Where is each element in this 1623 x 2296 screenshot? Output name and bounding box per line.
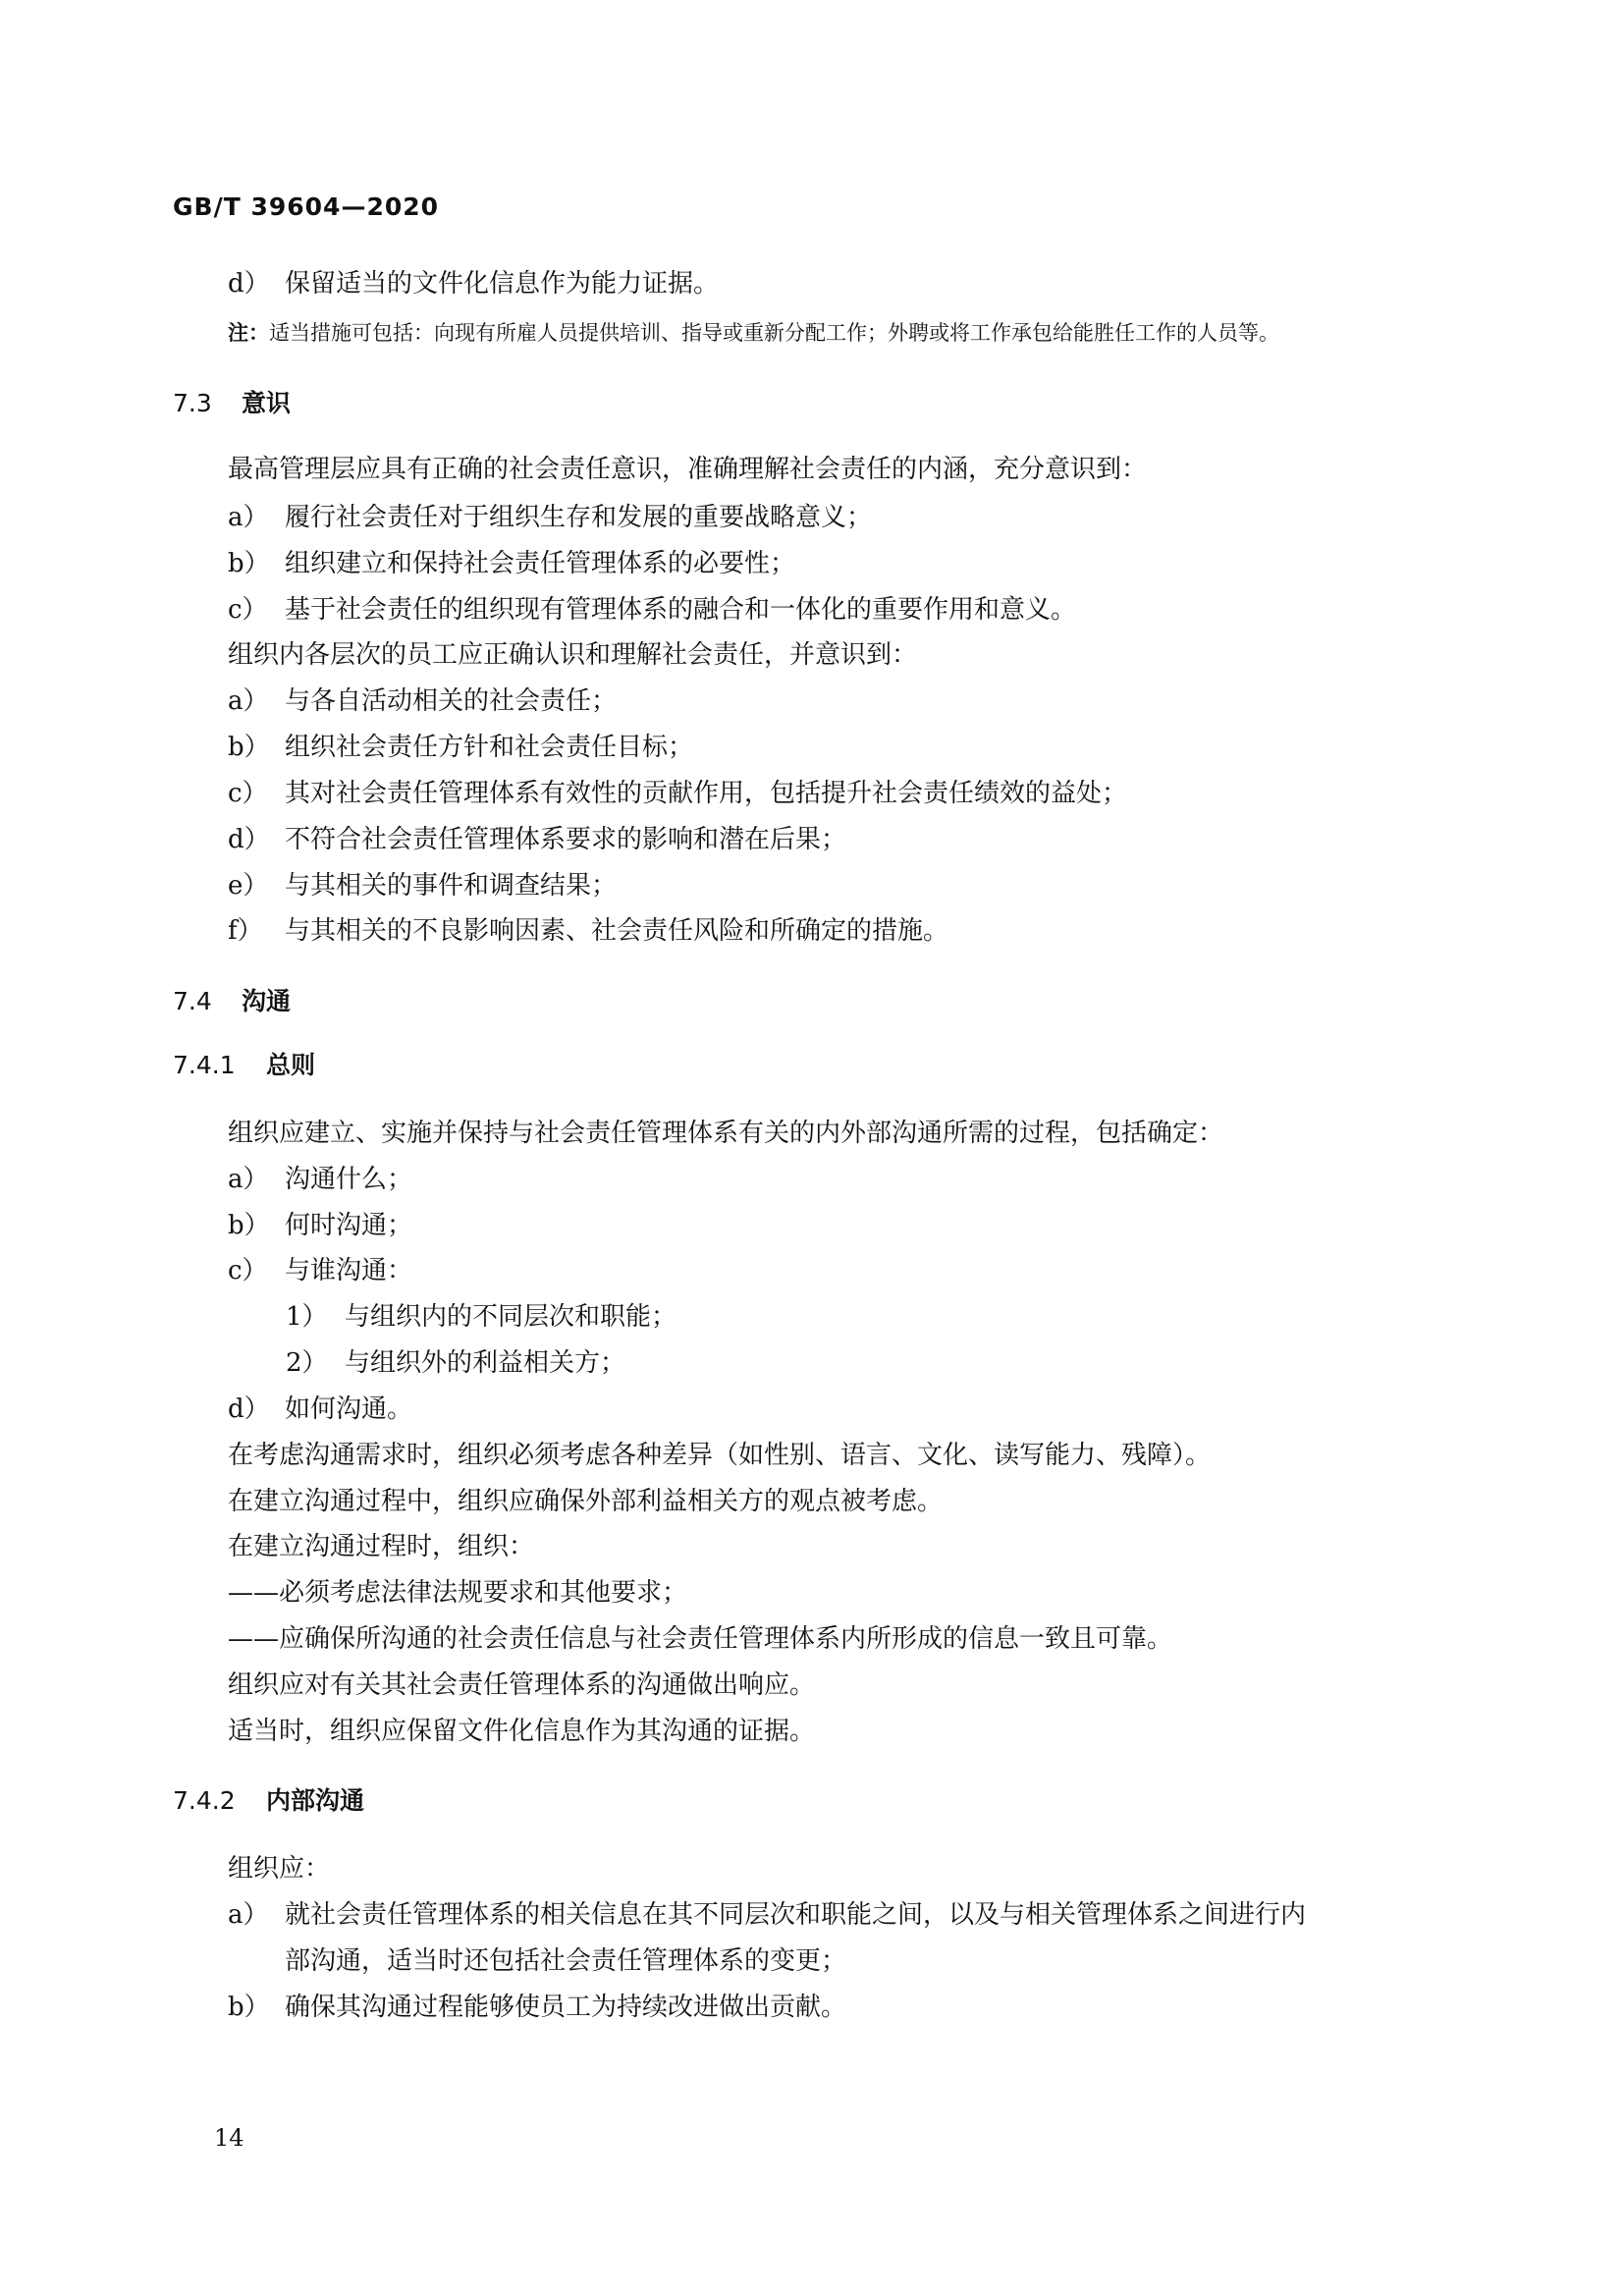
section-number: 7.4.1 [173,1051,236,1079]
section-title: 沟通 [242,987,292,1015]
paragraph: 组织应建立、实施并保持与社会责任管理体系有关的内外部沟通所需的过程，包括确定： [228,1119,1224,1148]
paragraph: 适当时，组织应保留文件化信息作为其沟通的证据。 [228,1717,816,1746]
sub-list-item [286,1346,625,1380]
list-item [228,1393,412,1426]
list-item [228,777,1127,810]
section-title: 内部沟通 [266,1786,365,1815]
paragraph: 在建立沟通过程时，组织： [228,1532,535,1561]
list-item [228,1898,1306,1932]
list-text: 不符合社会责任管理体系要求的影响和潜在后果； [285,825,847,854]
list-label: 2） [286,1348,328,1378]
list-label: b） [228,733,270,762]
list-item [228,267,719,301]
section-heading-7-4-1 [173,1049,315,1082]
section-heading-7-4 [173,985,291,1018]
list-item [228,684,617,718]
list-item [228,869,617,902]
list-label: a） [228,1165,269,1194]
list-text: 履行社会责任对于组织生存和发展的重要战略意义； [285,503,873,532]
list-label: d） [228,1394,270,1424]
sub-list-item [286,1300,676,1334]
list-label: a） [228,1900,269,1930]
paragraph: 最高管理层应具有正确的社会责任意识，准确理解社会责任的内涵，充分意识到： [228,455,1148,484]
list-text: 确保其沟通过程能够使员工为持续改进做出贡献。 [285,1993,847,2022]
standard-header: GB/T 39604—2020 [173,192,440,221]
list-label: b） [228,1993,270,2022]
paragraph: 在建立沟通过程中，组织应确保外部利益相关方的观点被考虑。 [228,1487,944,1516]
section-title: 意识 [242,389,292,417]
section-heading-7-4-2 [173,1784,364,1818]
dash-item: ——必须考虑法律法规要求和其他要求； [228,1578,688,1608]
list-text: 与其相关的事件和调查结果； [285,871,618,901]
list-label: b） [228,549,270,578]
list-label: a） [228,686,269,716]
list-text: 与各自活动相关的社会责任； [285,686,618,716]
list-item [228,1254,412,1287]
list-text: 保留适当的文件化信息作为能力证据。 [285,269,720,299]
list-item [228,547,795,580]
list-text: 与组织内的不同层次和职能； [345,1302,677,1332]
list-text: 就社会责任管理体系的相关信息在其不同层次和职能之间，以及与相关管理体系之间进行内 [285,1900,1307,1930]
list-label: d） [228,269,270,299]
list-label: 1） [286,1302,328,1332]
note-label: 注： [228,321,269,345]
section-number: 7.4.2 [173,1786,236,1815]
dash-item: ——应确保所沟通的社会责任信息与社会责任管理体系内所形成的信息一致且可靠。 [228,1624,1173,1654]
paragraph: 在考虑沟通需求时，组织必须考虑各种差异（如性别、语言、文化、读写能力、残障）。 [228,1441,1212,1470]
list-item [228,914,948,948]
list-text: 与其相关的不良影响因素、社会责任风险和所确定的措施。 [285,916,949,946]
paragraph: 组织应： [228,1854,331,1884]
list-item [228,593,1076,627]
list-text: 如何沟通。 [285,1394,413,1424]
list-label: a） [228,503,269,532]
list-item-continuation: 部沟通，适当时还包括社会责任管理体系的变更； [285,1946,847,1976]
list-text: 其对社会责任管理体系有效性的贡献作用，包括提升社会责任绩效的益处； [285,779,1128,808]
list-label: c） [228,779,268,808]
list-item [228,1991,846,2024]
list-label: e） [228,871,269,901]
paragraph: 组织内各层次的员工应正确认识和理解社会责任，并意识到： [228,640,918,670]
section-number: 7.3 [173,389,212,417]
list-item [228,1163,412,1196]
list-text: 基于社会责任的组织现有管理体系的融合和一体化的重要作用和意义。 [285,595,1077,625]
paragraph: 组织应对有关其社会责任管理体系的沟通做出响应。 [228,1670,816,1700]
note-text: 适当措施可包括：向现有所雇人员提供培训、指导或重新分配工作；外聘或将工作承包给能胜任工作的人员等。 [269,321,1279,345]
section-title: 总则 [266,1051,316,1079]
list-item [228,823,846,856]
list-label: d） [228,825,270,854]
list-label: b） [228,1211,270,1240]
list-text: 与谁沟通： [285,1256,413,1285]
page-number: 14 [214,2124,244,2152]
list-text: 沟通什么； [285,1165,413,1194]
list-text: 何时沟通； [285,1211,413,1240]
list-item [228,731,693,764]
list-text: 与组织外的利益相关方； [345,1348,626,1378]
list-item [228,501,872,534]
list-label: c） [228,595,268,625]
list-text: 组织社会责任方针和社会责任目标； [285,733,694,762]
list-item [228,1209,412,1242]
note [228,316,1279,350]
list-text: 组织建立和保持社会责任管理体系的必要性； [285,549,796,578]
section-heading-7-3 [173,387,291,420]
list-label: f） [228,916,263,946]
list-label: c） [228,1256,268,1285]
section-number: 7.4 [173,987,212,1015]
